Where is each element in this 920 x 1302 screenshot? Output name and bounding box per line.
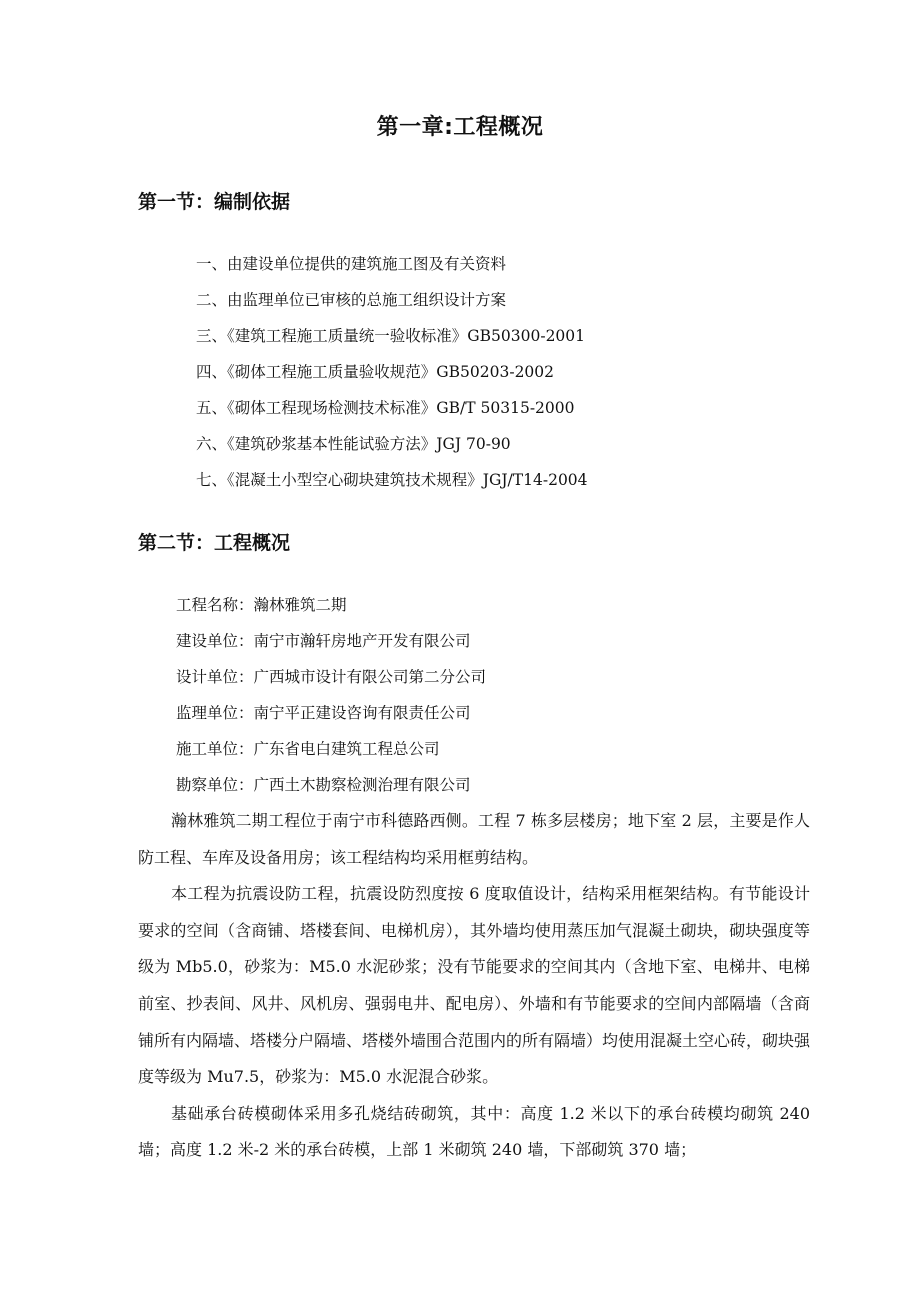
project-info-line: 工程名称：瀚林雅筑二期 xyxy=(176,596,347,614)
basis-item: 三、《建筑工程施工质量统一验收标准》GB50300-2001 xyxy=(196,327,586,345)
basis-item: 二、由监理单位已审核的总施工组织设计方案 xyxy=(196,291,507,309)
paragraph-foundation: 基础承台砖模砌体采用多孔烧结砖砌筑，其中：高度 1.2 米以下的承台砖模均砌筑 240 墙；高度 1.2 米-2 米的承台砖模，上部 1 米砌筑 240 墙，下部砌筑 370 墙； xyxy=(138,1103,810,1160)
project-info-line: 建设单位：南宁市瀚轩房地产开发有限公司 xyxy=(176,632,471,650)
basis-item: 四、《砌体工程施工质量验收规范》GB50203-2002 xyxy=(196,363,555,381)
basis-item: 一、由建设单位提供的建筑施工图及有关资料 xyxy=(196,255,507,273)
project-info-line: 施工单位：广东省电白建筑工程总公司 xyxy=(176,740,440,758)
chapter-title: 第一章:工程概况 xyxy=(376,115,544,140)
basis-item: 五、《砌体工程现场检测技术标准》GB/T 50315-2000 xyxy=(196,399,575,417)
section-heading-basis: 第一节：编制依据 xyxy=(138,191,291,213)
basis-item: 七、《混凝土小型空心砌块建筑技术规程》JGJ/T14-2004 xyxy=(196,471,588,489)
section-heading-overview: 第二节：工程概况 xyxy=(138,532,291,554)
paragraph-seismic: 本工程为抗震设防工程，抗震设防烈度按 6 度取值设计，结构采用框架结构。有节能设计要求的空间（含商铺、塔楼套间、电梯机房），其外墙均使用蒸压加气混凝土砌块，砌块强度等级为 Mb5.0，砂浆为：M5.0 水泥砂浆；没有节能要求的空间其内（含地下室、电梯井、电梯前室、抄表间、风井、风机房、强弱电井、配电房）、外墙和有节能要求的空间内部隔墙（含商铺所有内隔墙、塔楼分户隔墙、塔楼外墙围合范围内的所有隔墙）均使用混凝土空心砖，砌块强度等级为 Mu7.5，砂浆为：M5.0 水泥混合砂浆。 xyxy=(138,884,811,1087)
basis-item: 六、《建筑砂浆基本性能试验方法》JGJ 70-90 xyxy=(196,435,511,453)
body-text xyxy=(138,803,810,1169)
project-info-line: 设计单位：广西城市设计有限公司第二分公司 xyxy=(176,668,487,686)
project-info-line: 勘察单位：广西土木勘察检测治理有限公司 xyxy=(176,776,471,794)
paragraph-location: 瀚林雅筑二期工程位于南宁市科德路西侧。工程 7 栋多层楼房；地下室 2 层，主要是作人防工程、车库及设备用房；该工程结构均采用框剪结构。 xyxy=(138,811,810,867)
project-info-line: 监理单位：南宁平正建设咨询有限责任公司 xyxy=(176,704,471,722)
